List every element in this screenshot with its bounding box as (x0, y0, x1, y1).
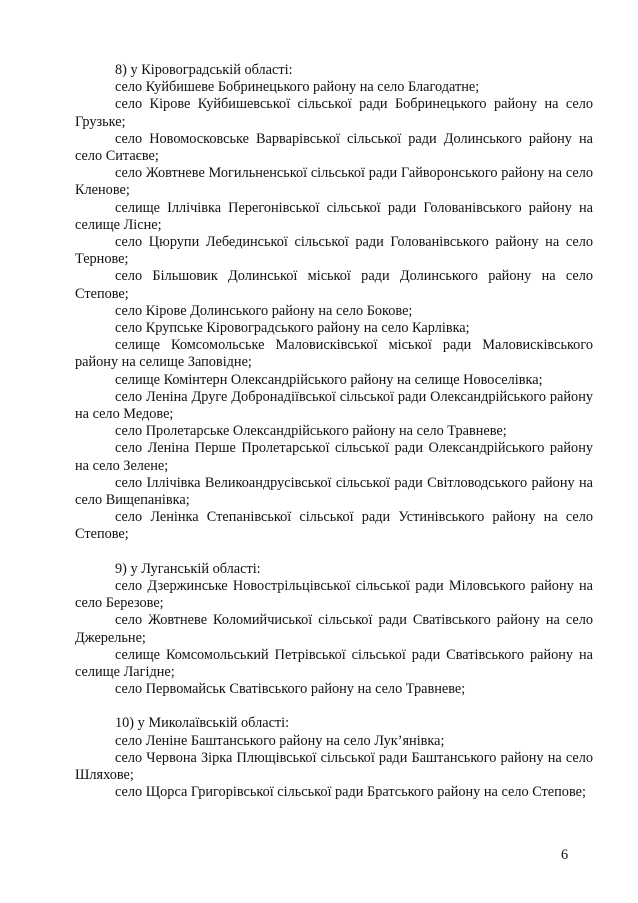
paragraph: село Ленінка Степанівської сільської ради Устинівського району на село Степове; (75, 509, 593, 543)
document-body (75, 62, 593, 801)
paragraph: селище Комсомольський Петрівської сільської ради Сватівського району на селище Лагідне; (75, 646, 593, 680)
paragraph: село Леніна Друге Добронадіївської сільської ради Олександрійського району на село Медове; (75, 388, 593, 423)
paragraph: село Крупське Кіровоградського району на село Карлівка; (115, 320, 470, 337)
paragraph: село Новомосковське Варварівської сільської ради Долинського району на село Ситаєве; (75, 130, 593, 165)
paragraph: село Щорса Григорівської сільської ради Братського району на село Степове; (115, 784, 586, 801)
paragraph: селище Комсомольське Маловисківської міської ради Маловисківського району на селище Заповідне; (75, 337, 593, 371)
paragraph: село Іллічівка Великоандрусівської сільської ради Світловодського району на село Вищепанівка; (75, 474, 593, 509)
paragraph: селище Комінтерн Олександрійського району на селище Новоселівка; (115, 371, 543, 388)
page-number: 6 (561, 847, 569, 863)
paragraph: село Леніне Баштанського району на село Лук’янівка; (115, 732, 445, 749)
paragraph: село Куйбишеве Бобринецького району на село Благодатне; (115, 79, 480, 96)
paragraph: 10) у Миколаївській області: (115, 715, 290, 732)
paragraph: село Пролетарське Олександрійського району на село Травневе; (115, 423, 507, 440)
paragraph: село Жовтневе Могильненської сільської ради Гайворонського району на село Кленове; (75, 165, 593, 199)
paragraph: 9) у Луганській області: (115, 560, 261, 577)
paragraph: 8) у Кіровоградській області: (115, 62, 293, 78)
paragraph: село Більшовик Долинської міської ради Долинського району на село Степове; (75, 268, 593, 302)
paragraph: село Дзержинське Новострільцівської сільської ради Міловського району на село Березове; (75, 577, 593, 612)
paragraph: село Жовтневе Коломийчиської сільської ради Сватівського району на село Джерельне; (75, 612, 593, 646)
paragraph: село Кірове Долинського району на село Бокове; (115, 302, 413, 319)
paragraph: село Леніна Перше Пролетарської сільської ради Олександрійського району на село Зелене; (75, 440, 593, 474)
paragraph: село Червона Зірка Плющівської сільської ради Баштанського району на село Шляхове; (75, 749, 593, 783)
paragraph: село Цюрупи Лебединської сільської ради Голованівського району на село Тернове; (75, 234, 593, 268)
paragraph: село Первомайськ Сватівського району на село Травневе; (115, 681, 466, 698)
paragraph: селище Іллічівка Перегонівської сільської ради Голованівського району на селище Лісне; (75, 199, 593, 233)
paragraph: село Кірове Куйбишевської сільської ради Бобринецького району на село Грузьке; (75, 96, 593, 130)
